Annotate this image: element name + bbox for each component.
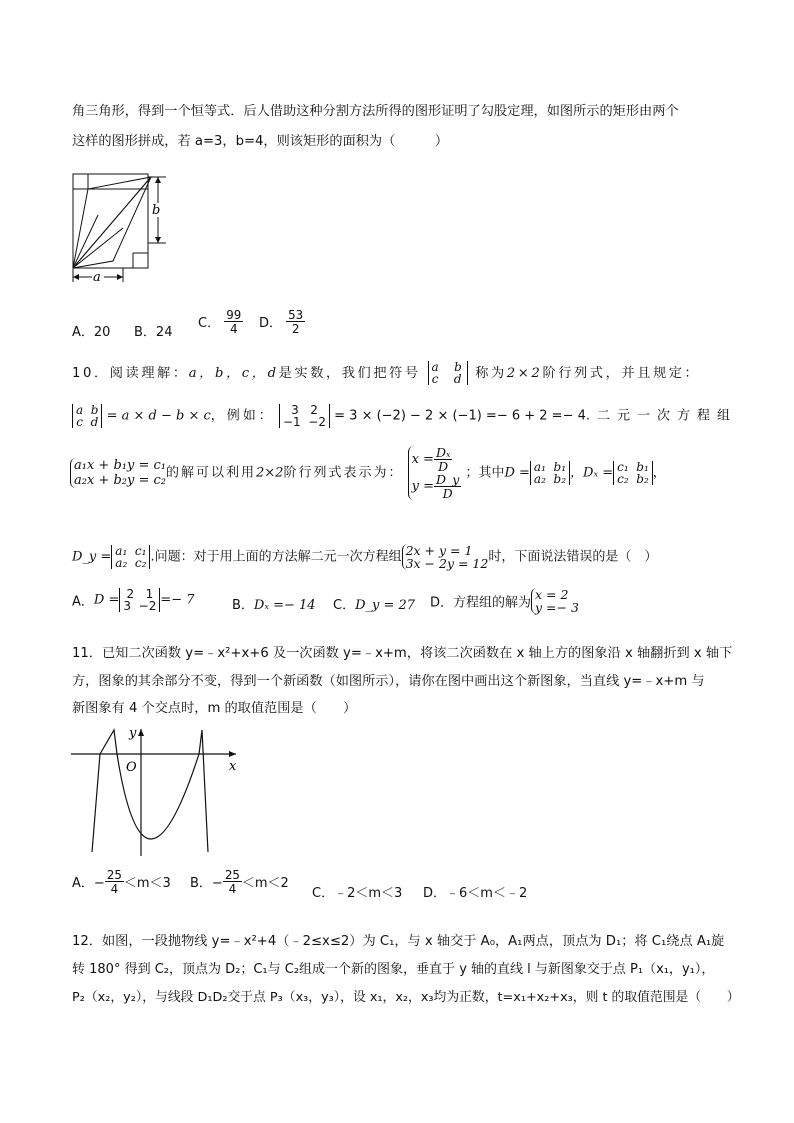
intro-line-2: 这样的图形拼成，若 a=3，b=4，则该矩形的面积为（ ） [72, 134, 449, 149]
q11-option-b[interactable]: B．− $\frac{25}{4}$ ＜m＜2 [190, 867, 289, 896]
origin-label: O [126, 760, 137, 775]
fraction-numerator: 53 [288, 307, 304, 322]
q12-line-2: 转 180° 得到 C₂，顶点为 D₂；C₁与 C₂组成一个新的图象，垂直于 y 轴的直线 l 与新图象交于点 P₁（x₁，y₁）， [72, 962, 715, 977]
q11-option-d[interactable]: D．﹣6＜m＜﹣2 [423, 886, 528, 901]
q11-line-2: 方，图象的其余部分不变，得到一个新函数（如图所示），请你在图中画出这个新图象，当直线 y=﹣x+m 与 [72, 674, 705, 689]
q10-option-b[interactable]: B．Dₓ =− 14 [232, 598, 316, 613]
option-c[interactable] [198, 308, 243, 335]
option-label: A．20 [72, 325, 111, 340]
label-a: a [93, 270, 101, 285]
q11-option-a[interactable]: A．− $\frac{25}{4}$ ＜m＜3 [72, 867, 171, 896]
q12-line-3: P₂（x₂，y₂），与线段 D₁D₂交于点 P₃（x₃，y₃），设 x₁，x₂，x₃均为正数，t=x₁+x₂+x₃，则 t 的取值范围是（ ） [72, 990, 740, 1005]
option-d[interactable] [259, 308, 305, 335]
q10-line-1: 10．阅读理解：a，b，c，d是实数，我们把符号 a b c d 称为2×2阶行列式，并且规定： [72, 360, 701, 386]
q11-option-c[interactable]: C．﹣2＜m＜3 [312, 886, 403, 901]
q11-line-1: 11．已知二次函数 y=﹣x²+x+6 及一次函数 y=﹣x+m，将该二次函数在 x 轴上方的图象沿 x 轴翻折到 x 轴下 [72, 646, 733, 661]
x-axis-label: x [229, 759, 237, 774]
intro-line-1: 角三角形，得到一个恒等式．后人借助这种分割方法所得的图形证明了勾股定理，如图所示的矩形由两个 [72, 104, 679, 119]
y-axis-label: y [129, 726, 137, 741]
rectangle-figure [66, 168, 176, 290]
fraction-denominator: 4 [224, 321, 243, 335]
q10-option-a[interactable]: A．D = 2 1 3 −2 =− 7 [72, 587, 195, 613]
option-a[interactable] [72, 321, 110, 340]
q10-option-c[interactable]: C．D_y = 27 [333, 598, 416, 613]
q10-line-3: a₁x + b₁y = c₁ a₂x + b₂y = c₂的解可以利用2×2阶行列式表示为： x = $\frac{\text{Dₓ}}{D}$ y = $\frac{D\_y}{D}$ ；其中D = a₁ b₁ a₂ b₂ ，Dₓ = c₁ b₁ c₂ b₂ ， [70, 446, 666, 500]
label-b: b [152, 203, 161, 218]
q10-line-2: a b c d = a × d − b × c，例如： 3 2 −1 −2 = 3 × (−2) − 2 × (−1) =− 6 + 2 =− 4.二元一次方程组 [72, 404, 737, 428]
fraction-denominator: 2 [286, 321, 305, 335]
q11-line-3: 新图象有 4 个交点时，m 的取值范围是（ ） [72, 701, 357, 716]
q10-option-d[interactable]: D．方程组的解为x = 2 y =− 3 [430, 587, 579, 615]
function-graph [66, 724, 246, 858]
fraction-numerator: 99 [226, 307, 242, 322]
option-label: B．24 [134, 325, 173, 340]
q10-line-4: D_y = a₁ c₁ a₂ c₂ .问题：对于用上面的方法解二元一次方程组 2x + y = 1 3x − 2y = 12时，下面说法错误的是（ ） [72, 543, 658, 571]
option-prefix: C． [198, 316, 221, 331]
option-b[interactable] [134, 321, 172, 340]
q12-line-1: 12．如图，一段抛物线 y=﹣x²+4（﹣2≤x≤2）为 C₁，与 x 轴交于 A₀，A₁两点，顶点为 D₁；将 C₁绕点 A₁旋 [72, 934, 725, 949]
option-prefix: D． [259, 316, 283, 331]
